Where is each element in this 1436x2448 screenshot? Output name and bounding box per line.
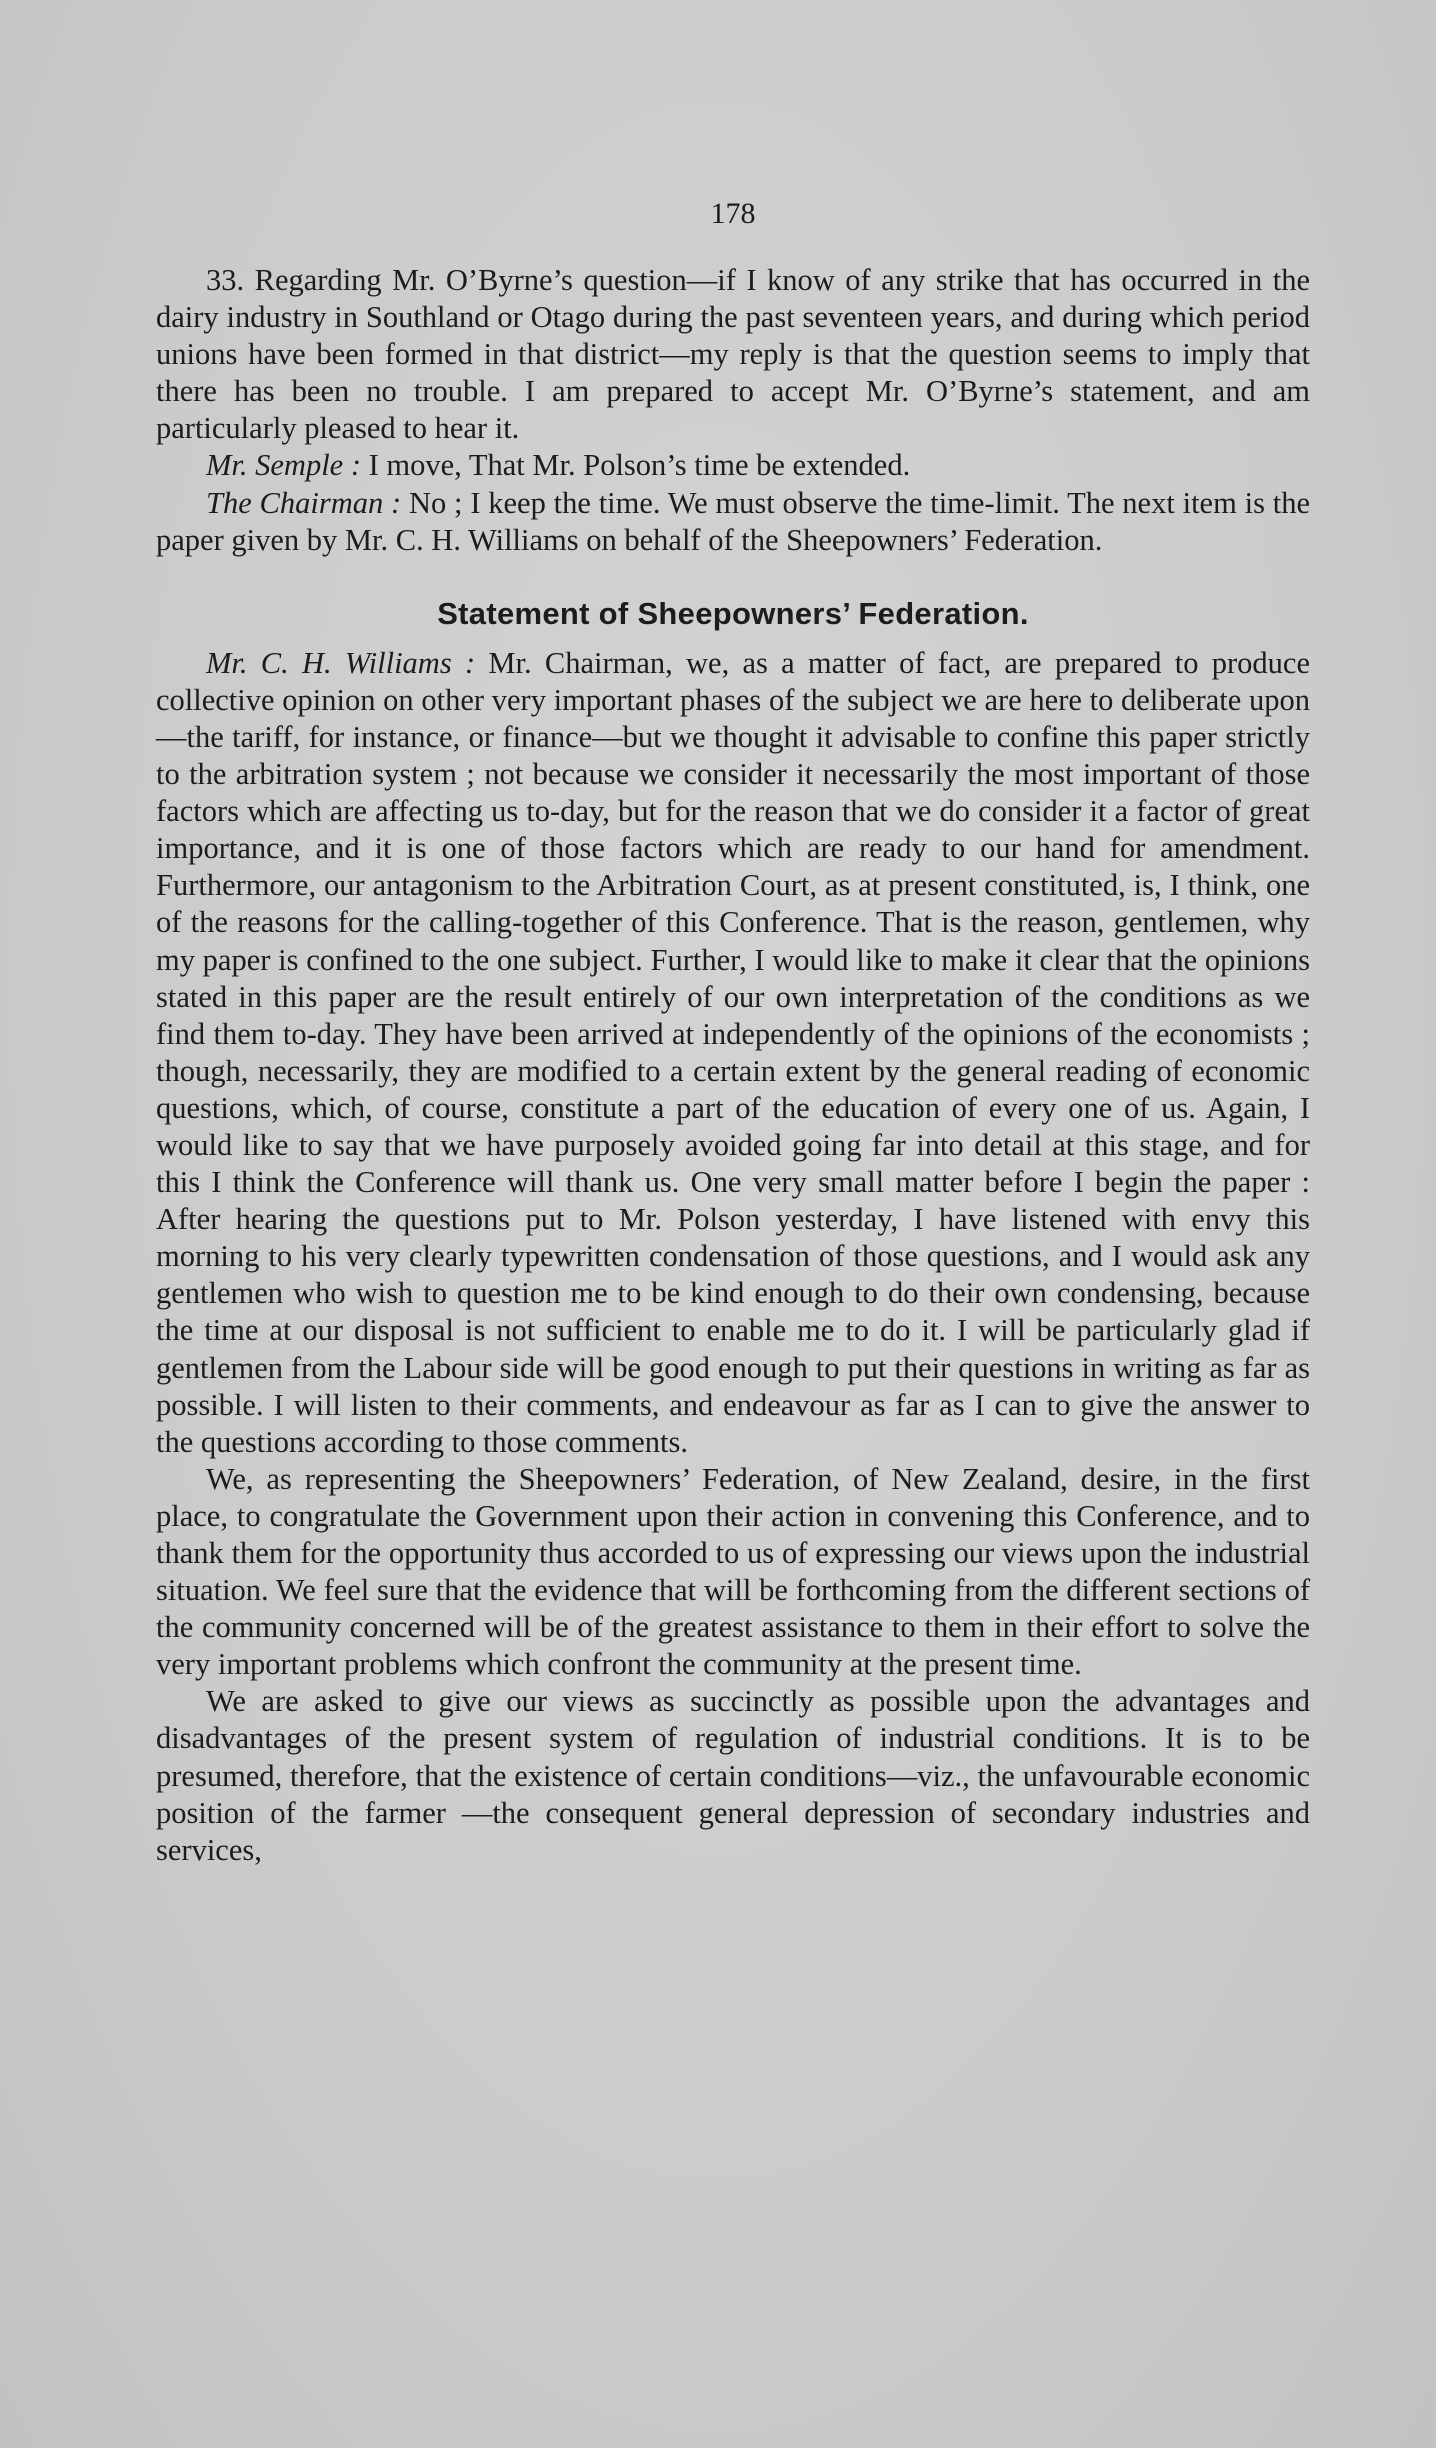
paragraph-chairman (156, 485, 1310, 559)
paragraph-semple (156, 447, 1310, 484)
paragraph-text: 33. Regarding Mr. O’Byrne’s question—if I know of any strike that has occurred in the dairy industry in Southland or Otago during the past seventeen years, and during which period unions have been formed in that district—my reply is that the question seems to imply that there has been no trouble. I am prepared to accept Mr. O’Byrne’s statement, and am particularly pleased to hear it. (156, 263, 1310, 446)
paragraph-views (156, 1683, 1310, 1868)
paragraph-text: Mr. Chairman, we, as a matter of fact, are prepared to produce collective opinion on other very important phases of the subject we are here to deliberate upon—the tariff, for instance, or finance—but we thought it advisable to confine this paper strictly to the arbitration system ; not because we consider it necessarily the most important of those factors which are affecting us to-day, but for the reason that we do consider it a factor of great importance, and it is one of those factors which are ready to our hand for amendment. Furthermore, our antagonism to the Arbitration Court, as at present constituted, is, I think, one of the reasons for the calling-together of this Conference. That is the reason, gentlemen, why my paper is confined to the one subject. Further, I would like to make it clear that the opinions stated in this paper are the result entirely of our own interpretation of the conditions as we find them to-day. They have been arrived at independently of the opinions of the economists ; though, necessarily, they are modified to a certain extent by the general reading of economic questions, which, of course, constitute a part of the education of every one of us. Again, I would like to say that we have purposely avoided going far into detail at this stage, and for this I think the Conference will thank us. One very small matter before I begin the paper : After hearing the questions put to Mr. Polson yesterday, I have listened with envy this morning to his very clearly typewritten condensation of those questions, and I would ask any gentlemen who wish to question me to be kind enough to do their own condensing, because the time at our disposal is not sufficient to enable me to do it. I will be particularly glad if gentlemen from the Labour side will be good enough to put their questions in writing as far as possible. I will listen to their comments, and endeavour as far as I can to give the answer to the questions according to those comments. (156, 645, 1310, 1459)
speaker-name: Mr. Semple : (206, 448, 362, 483)
paragraph-williams (156, 645, 1310, 1461)
section-heading: Statement of Sheepowners’ Federation. (437, 595, 1029, 631)
paragraph-text: No ; I keep the time. We must observe the time-limit. The next item is the paper given by Mr. C. H. Williams on behalf of the Sheepowners’ Federation. (156, 485, 1310, 557)
speaker-name: Mr. C. H. Williams : (206, 645, 476, 680)
paragraph-federation (156, 1461, 1310, 1684)
speaker-name: The Chairman : (206, 485, 402, 520)
page-number: 178 (710, 197, 756, 230)
text-column (156, 196, 1310, 1869)
paragraph-text: We, as representing the Sheepowners’ Federation, of New Zealand, desire, in the first place, to congratulate the Government upon their action in convening this Conference, and to thank them for the opportunity thus accorded to us of expressing our views upon the industrial situation. We feel sure that the evidence that will be forthcoming from the different sections of the community concerned will be of the greatest assistance to them in their effort to solve the very important problems which confront the community at the present time. (156, 1461, 1310, 1682)
paragraph-text: We are asked to give our views as succinctly as possible upon the advantages and disadvantages of the present system of regulation of industrial conditions. It is to be presumed, therefore, that the existence of certain conditions—viz., the unfavourable economic position of the farmer —the consequent general depression of secondary industries and services, (156, 1684, 1310, 1867)
paragraph-text: I move, That Mr. Polson’s time be extended. (361, 448, 911, 483)
paragraph-33 (156, 262, 1310, 447)
